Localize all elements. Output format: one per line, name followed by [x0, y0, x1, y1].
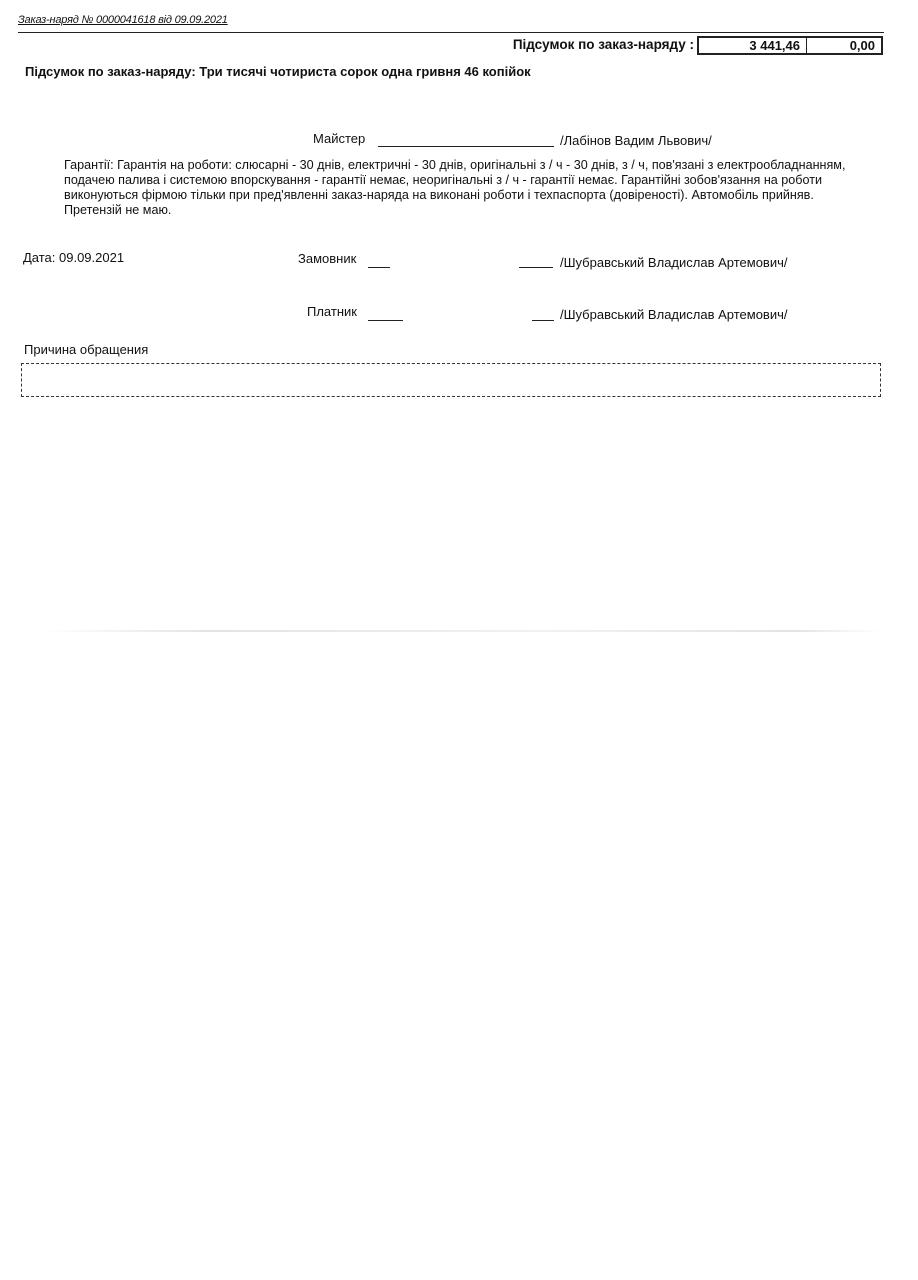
- master-signature-line: [378, 146, 554, 147]
- total-second-amount: 0,00: [849, 38, 875, 53]
- total-label: Підсумок по заказ-наряду :: [512, 37, 694, 52]
- customer-signature-line-left: [368, 267, 390, 268]
- total-amount: 3 441,46: [699, 38, 807, 53]
- scan-artifact: [40, 630, 880, 632]
- customer-label: Замовник: [298, 251, 357, 266]
- total-amount-box: [697, 36, 883, 55]
- reason-box: [21, 363, 881, 397]
- master-name: /Лабінов Вадим Львович/: [560, 133, 712, 148]
- payer-signature-line-right: [532, 320, 554, 321]
- customer-name: /Шубравський Владислав Артемович/: [560, 255, 788, 270]
- payer-signature-line-left: [368, 320, 403, 321]
- reason-label: Причина обращения: [24, 342, 149, 357]
- total-in-words: Підсумок по заказ-наряду: Три тисячі чотириста сорок одна гривня 46 копійок: [25, 64, 531, 79]
- payer-label: Платник: [307, 304, 357, 319]
- order-reference: Заказ-наряд № 0000041618 від 09.09.2021: [18, 14, 228, 26]
- payer-name: /Шубравський Владислав Артемович/: [560, 307, 788, 322]
- document-date: Дата: 09.09.2021: [23, 250, 125, 265]
- header-divider: [18, 32, 884, 33]
- customer-signature-line-right: [519, 267, 553, 268]
- warranty-text: Гарантії: Гарантія на роботи: слюсарні - 30 днів, електричні - 30 днів, оригінальні з / ч - 30 днів, з / ч, пов'язані з електрообладнанням, подачею палива і системою впорскування - гарантії немає, неоригінальні з / ч - гарантії немає. Гарантійні зобов'язання на роботи виконуються фірмою тільки при пред'явленні заказ-наряда на виконані роботи і техпаспорта (довіреності). Автомобіль прийняв. Претензій не маю.: [64, 158, 846, 217]
- master-label: Майстер: [313, 131, 366, 146]
